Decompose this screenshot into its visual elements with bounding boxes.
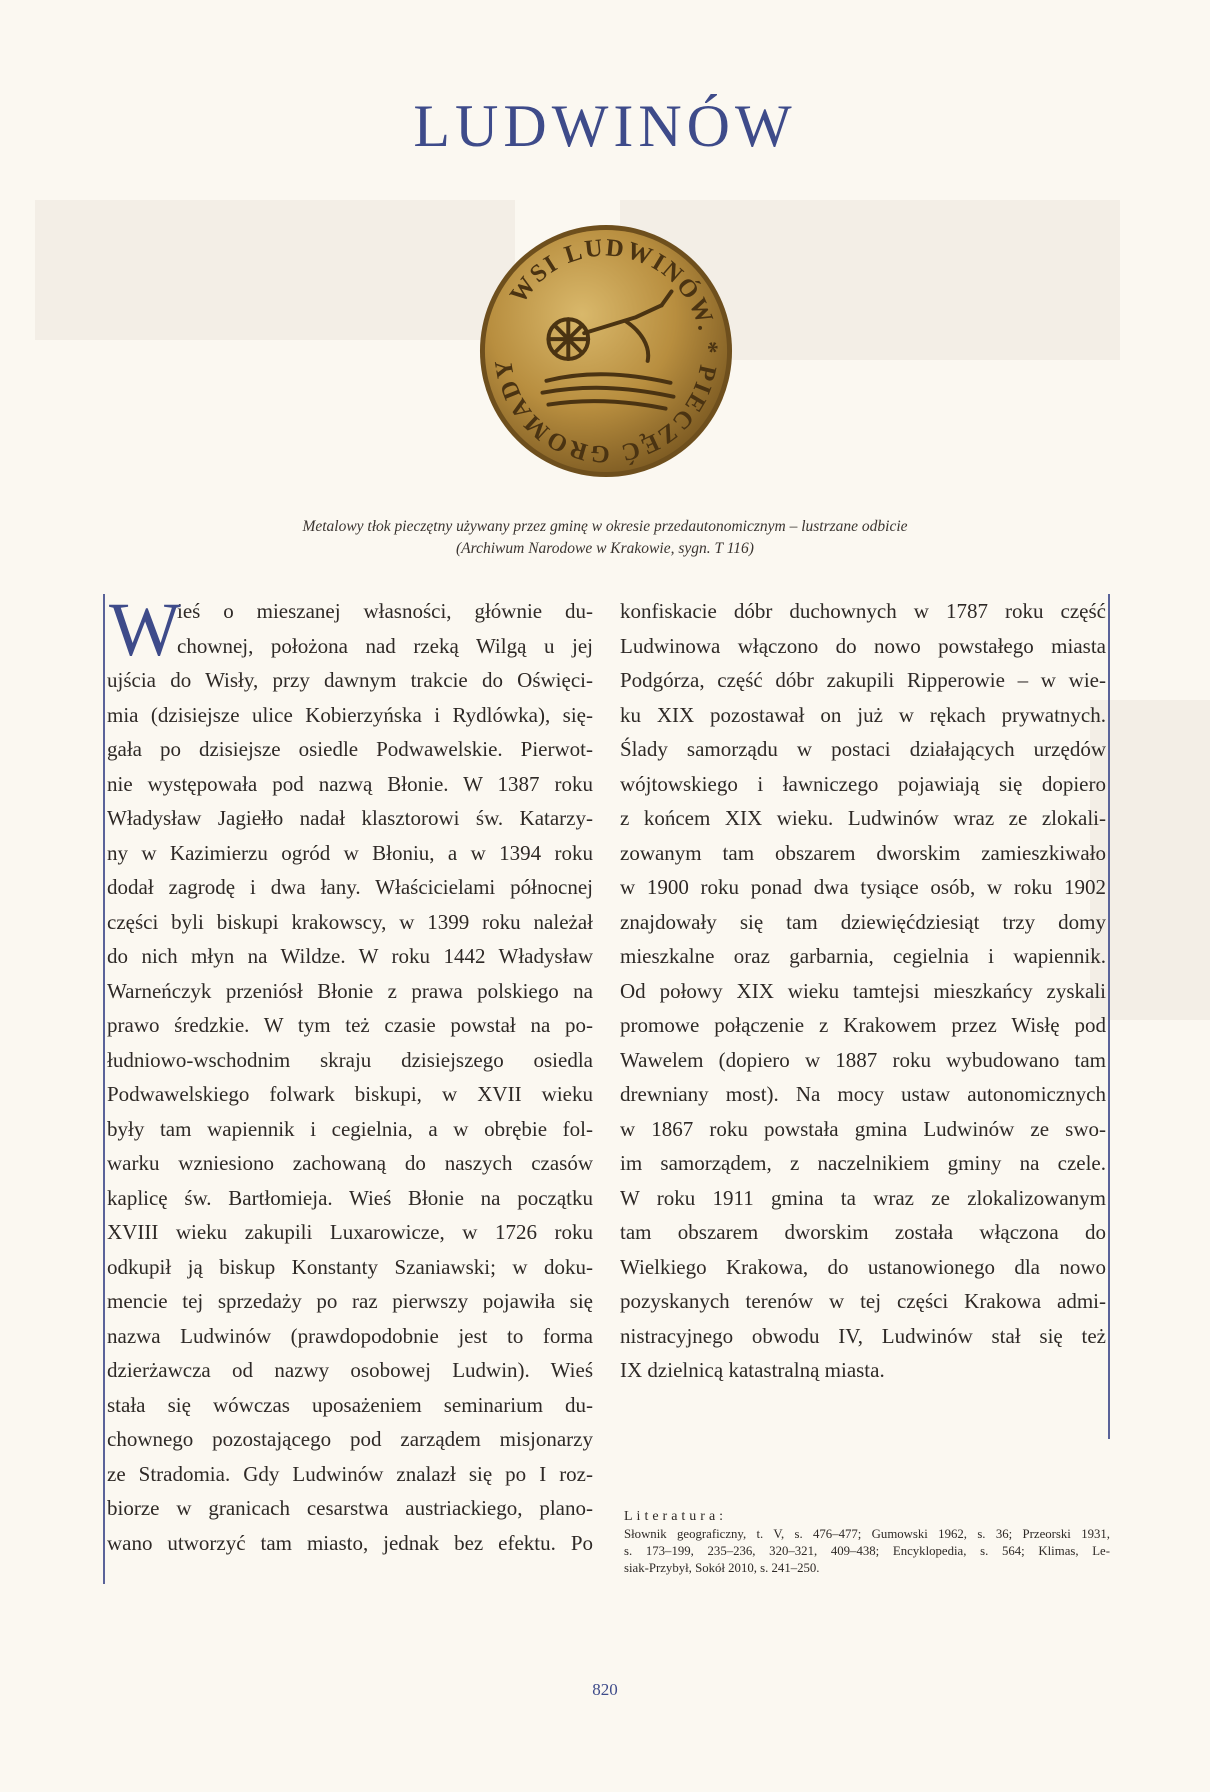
- text-line: nistracyjnego obwodu IV, Ludwinów stał się też: [620, 1323, 1106, 1348]
- text-line: Wielkiego Krakowa, do ustanowionego dla nowo: [620, 1254, 1106, 1279]
- text-line: ieś o mieszanej własności, głównie du-: [177, 599, 593, 623]
- text-line: dzierżawcza od nazwy osobowej Ludwin). Wieś: [107, 1358, 593, 1382]
- literature-line: s. 173–199, 235–236, 320–321, 409–438; Encyklopedia, s. 564; Klimas, Le-: [624, 1544, 1110, 1558]
- caption-line: (Archiwum Narodowe w Krakowie, sygn. T 116): [456, 540, 754, 557]
- text-line: były tam wapiennik i cegielnia, a w obrębie fol-: [107, 1116, 593, 1141]
- literature-line: siak-Przybył, Sokół 2010, s. 241–250.: [624, 1561, 820, 1575]
- text-line: zowanym tam obszarem dworskim zamieszkiwało: [620, 840, 1106, 865]
- text-line: znajdowały się tam dziewięćdziesiąt trzy domy: [620, 909, 1106, 934]
- text-line: mia (dzisiejsze ulice Kobierzyńska i Rydlówka), się-: [107, 702, 593, 727]
- text-line: ze Stradomia. Gdy Ludwinów znalazł się po I roz-: [107, 1461, 593, 1486]
- page-number: 820: [592, 1680, 618, 1699]
- plough-seal-icon: [477, 222, 735, 480]
- text-line: pozyskanych terenów w tej części Krakowa admi-: [620, 1289, 1106, 1313]
- text-line: części byli biskupi krakowscy, w 1399 roku należał: [107, 909, 593, 934]
- seal-inscription: WSI LUDWINÓW. * PIECZĘĆ GROMADY: [489, 234, 723, 468]
- text-line: chownego pozostającego pod zarządem misjonarzy: [107, 1427, 593, 1451]
- text-line: biorze w granicach cesarstwa austriackiego, plano-: [107, 1496, 593, 1520]
- bleed-through-image: [35, 200, 515, 340]
- text-line: wano utworzyć tam miasto, jednak bez efektu. Po: [107, 1530, 593, 1555]
- page-title: LUDWINÓW: [413, 93, 797, 159]
- text-line: Podgórza, część dóbr zakupili Ripperowie – w wie-: [620, 668, 1106, 692]
- text-line: do nich młyn na Wildze. W roku 1442 Władysław: [107, 944, 593, 968]
- text-column-left: [103, 588, 593, 1584]
- text-line: łudniowo-wschodnim skraju dzisiejszego osiedla: [107, 1047, 593, 1072]
- text-line: w 1867 roku powstała gmina Ludwinów ze swo-: [620, 1116, 1106, 1141]
- text-line: w 1900 roku ponad dwa tysiące osób, w roku 1902: [620, 875, 1106, 899]
- caption-line: Metalowy tłok pieczętny używany przez gminę w okresie przedautonomicznym – lustrzane odbicie: [302, 518, 908, 535]
- text-line: Podwawelskiego folwark biskupi, w XVII wieku: [107, 1082, 593, 1106]
- text-line: mieszkalne oraz garbarnia, cegielnia i wapiennik.: [620, 944, 1106, 968]
- text-line: tam obszarem dworskim została włączona do: [620, 1220, 1106, 1244]
- text-line: IX dzielnicą katastralną miasta.: [620, 1358, 885, 1382]
- literature-line: Słownik geograficzny, t. V, s. 476–477; Gumowski 1962, s. 36; Przeorski 1931,: [624, 1527, 1110, 1541]
- seal-image: [477, 222, 735, 480]
- text-column-right: [620, 594, 1110, 1439]
- literature-section: [624, 1508, 1110, 1577]
- text-line: ny w Kazimierzu ogród w Błoniu, a w 1394 roku: [107, 840, 593, 865]
- text-line: odkupił ją biskup Konstanty Szaniawski; w doku-: [107, 1254, 593, 1279]
- drop-cap: W: [109, 588, 181, 672]
- text-line: wójtowskiego i ławniczego pojawiają się dopiero: [620, 771, 1106, 796]
- text-line: z końcem XIX wieku. Ludwinów wraz ze zlokali-: [620, 806, 1106, 830]
- text-line: Od połowy XIX wieku tamtejsi mieszkańcy zyskali: [620, 978, 1106, 1003]
- text-line: gała po dzisiejsze osiedle Podwawelskie. Pierwot-: [107, 737, 593, 761]
- text-line: Warneńczyk przeniósł Błonie z prawa polskiego na: [107, 978, 593, 1003]
- text-line: drewniany most). Na mocy ustaw autonomicznych: [620, 1082, 1106, 1106]
- text-line: ku XIX pozostawał on już w rękach prywatnych.: [620, 702, 1106, 727]
- text-line: im samorządem, z naczelnikiem gminy na czele.: [620, 1151, 1106, 1175]
- text-line: XVIII wieku zakupili Luxarowicze, w 1726 roku: [107, 1220, 593, 1244]
- text-line: Ludwinowa włączono do nowo powstałego miasta: [620, 633, 1106, 658]
- text-line: prawo średzkie. W tym też czasie powstał na po-: [107, 1013, 593, 1037]
- text-line: warku wzniesiono zachowaną do naszych czasów: [107, 1151, 593, 1175]
- text-line: dodał zagrodę i dwa łany. Właścicielami północnej: [107, 875, 593, 899]
- text-line: Ślady samorządu w postaci działających urzędów: [620, 737, 1106, 761]
- text-line: nazwa Ludwinów (prawdopodobnie jest to forma: [107, 1323, 593, 1348]
- text-line: Władysław Jagiełło nadał klasztorowi św. Katarzy-: [107, 806, 593, 830]
- text-line: konfiskacie dóbr duchownych w 1787 roku część: [620, 599, 1106, 623]
- text-line: promowe połączenie z Krakowem przez Wisłę pod: [620, 1013, 1106, 1037]
- text-line: W roku 1911 gmina ta wraz ze zlokalizowanym: [620, 1185, 1106, 1210]
- image-caption: [180, 516, 1030, 560]
- text-line: mencie tej sprzedaży po raz pierwszy pojawiła się: [107, 1289, 593, 1313]
- text-line: ujścia do Wisły, przy dawnym trakcie do Oświęci-: [107, 668, 593, 692]
- text-line: kaplicę św. Bartłomieja. Wieś Błonie na początku: [107, 1185, 593, 1210]
- literature-heading: Literatura:: [624, 1509, 728, 1524]
- text-line: chownej, położona nad rzeką Wilgą u jej: [177, 633, 593, 658]
- text-line: nie występowała pod nazwą Błonie. W 1387 roku: [107, 771, 593, 796]
- text-line: Wawelem (dopiero w 1887 roku wybudowano tam: [620, 1047, 1106, 1072]
- text-line: stała się wówczas uposażeniem seminarium du-: [107, 1392, 593, 1417]
